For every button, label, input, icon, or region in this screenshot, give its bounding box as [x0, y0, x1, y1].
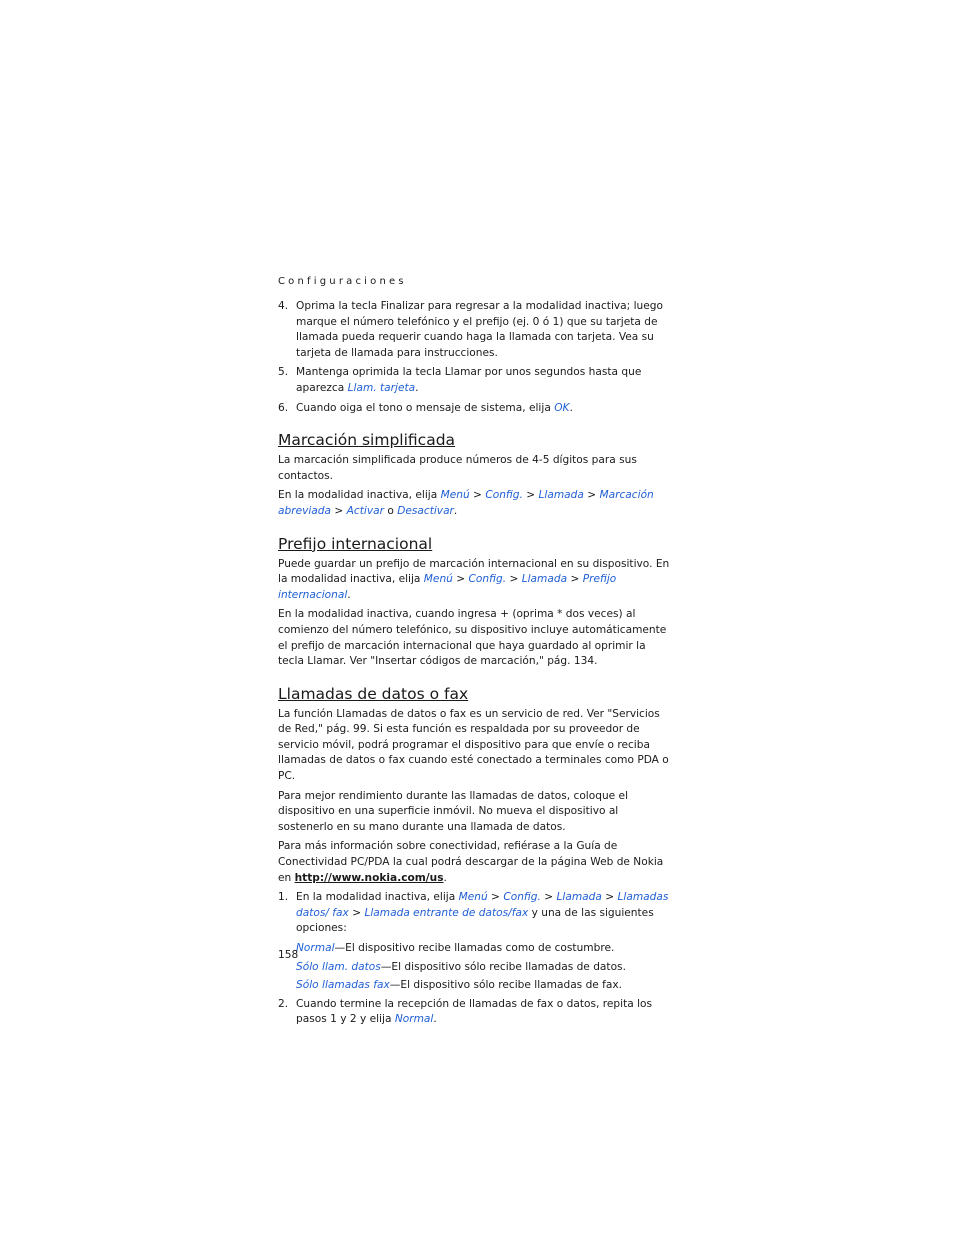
option-label: Normal: [296, 942, 335, 954]
option-desc: —El dispositivo sólo recibe llamadas de fax.: [389, 979, 623, 992]
step-text-body: Cuando oiga el tono o mensaje de sistema, elija: [296, 401, 551, 414]
section-title-prefijo: Prefijo internacional: [278, 534, 433, 553]
separator: >: [570, 573, 580, 586]
datos-paragraph-1: La función Llamadas de datos o fax es un servicio de red. Ver "Servicios de Red," pág. 99. Si esta función es respaldada por su proveedor de servicio móvil, podrá programar el dispositivo para que envíe o reciba llamadas de datos o fax cuando esté conectado a terminales como PDA o PC.: [278, 707, 669, 783]
menu-term-llam-tarjeta: Llam. tarjeta: [347, 381, 416, 394]
prefijo-paragraph-2: En la modalidad inactiva, cuando ingresa + (oprima * dos veces) al comienzo del número telefónico, su dispositivo incluye automáticamente el prefijo de marcación internacional que haya guardado al oprimir la tecla Llamar. Ver "Insertar códigos de marcación," pág. 134.: [278, 608, 667, 668]
separator: >: [491, 891, 500, 904]
separator: >: [526, 489, 536, 502]
step-4: [278, 299, 670, 361]
text: Cuando termine la recepción de llamadas de fax o datos, repita los pasos 1 y 2 y elija: [296, 997, 653, 1026]
punct: .: [433, 1013, 437, 1026]
menu-term-menu: Menú: [423, 573, 453, 586]
page-number: 158: [278, 949, 299, 961]
page-content: [278, 299, 670, 1032]
step-number: 5.: [278, 366, 289, 379]
step-text: [296, 890, 670, 937]
menu-term-normal: Normal: [394, 1013, 434, 1026]
option-label: Sólo llamadas fax: [296, 979, 390, 992]
section-title-datos: Llamadas de datos o fax: [278, 684, 469, 703]
running-header: Configuraciones: [278, 276, 407, 287]
datos-step-1: [278, 890, 670, 937]
text: Puede guardar un prefijo de marcación internacional en su dispositivo. En la modalidad inactiva, elija: [278, 557, 670, 586]
separator: >: [544, 891, 554, 904]
menu-term-prefijo-internacional: Prefijo internacional: [278, 573, 617, 601]
menu-term-llamada-entrante: Llamada entrante de datos/fax: [364, 906, 529, 919]
text: y una de las siguientes opciones:: [296, 906, 654, 935]
menu-term-desactivar: Desactivar: [397, 504, 454, 517]
option-label: Sólo llam. datos: [296, 960, 381, 973]
option-solo-fax: [296, 978, 670, 994]
menu-term-marcacion-abreviada: Marcación abreviada: [278, 489, 654, 517]
prefijo-paragraph-1: [278, 557, 670, 604]
section-title-marcacion: Marcación simplificada: [278, 431, 456, 450]
menu-term-llamadas-datos-fax: Llamadas datos/ fax: [296, 891, 669, 919]
punct: .: [453, 504, 458, 517]
text: o: [387, 504, 394, 517]
punct: .: [347, 588, 351, 601]
punct: .: [569, 401, 573, 414]
text: En la modalidad inactiva, elija: [278, 489, 438, 502]
menu-term-config: Config.: [485, 489, 523, 502]
menu-term-ok: OK: [554, 401, 570, 414]
separator: >: [473, 489, 482, 502]
step-text: [296, 365, 670, 396]
menu-term-activar: Activar: [346, 504, 384, 517]
step-text: [296, 401, 670, 417]
separator: >: [587, 489, 597, 502]
step-text: [296, 997, 670, 1028]
separator: >: [352, 906, 362, 919]
option-desc: —El dispositivo sólo recibe llamadas de datos.: [380, 960, 626, 973]
separator: >: [605, 891, 615, 904]
menu-term-menu: Menú: [458, 891, 488, 904]
punct: .: [415, 381, 419, 394]
step-number: 2.: [278, 997, 289, 1010]
menu-term-llamada: Llamada: [538, 489, 584, 502]
datos-step-2: [278, 997, 670, 1028]
step-text-body: Mantenga oprimida la tecla Llamar por unos segundos hasta que aparezca: [296, 366, 642, 394]
menu-term-config: Config.: [468, 573, 507, 586]
step-number: 4.: [278, 300, 289, 312]
text: Para más información sobre conectividad, refiérase a la Guía de Conectividad PC/PDA la cual podrá descargar de la página Web de Nokia en: [278, 840, 664, 884]
menu-term-llamada: Llamada: [521, 573, 568, 586]
marcacion-paragraph-2: [278, 488, 670, 519]
menu-term-config: Config.: [503, 891, 541, 904]
menu-term-menu: Menú: [440, 489, 470, 502]
option-normal: [296, 941, 670, 957]
step-5: [278, 365, 670, 396]
option-desc: —El dispositivo recibe llamadas como de costumbre.: [334, 942, 615, 954]
menu-term-llamada: Llamada: [556, 891, 602, 904]
separator: >: [334, 504, 344, 517]
step-6: [278, 401, 670, 417]
datos-paragraph-2: Para mejor rendimiento durante las llamadas de datos, coloque el dispositivo en una superficie inmóvil. No mueva el dispositivo al sostenerlo en su mano durante una llamada de datos.: [278, 789, 629, 833]
text: En la modalidad inactiva, elija: [296, 891, 456, 904]
step-text: Oprima la tecla Finalizar para regresar a la modalidad inactiva; luego marque el número telefónico y el prefijo (ej. 0 ó 1) que su tarjeta de llamada pueda requerir cuando haga la llamada con tarjeta. Vea su tarjeta de llamada para instrucciones.: [296, 300, 663, 359]
separator: >: [456, 573, 466, 586]
nokia-link[interactable]: http://www.nokia.com/us: [294, 871, 444, 884]
separator: >: [509, 573, 519, 586]
punct: .: [443, 871, 447, 884]
step-number: 6.: [278, 401, 289, 414]
marcacion-paragraph-1: La marcación simplificada produce números de 4-5 dígitos para sus contactos.: [278, 454, 637, 482]
datos-paragraph-3: [278, 839, 670, 886]
step-number: 1.: [278, 891, 289, 904]
option-solo-datos: [296, 960, 670, 976]
